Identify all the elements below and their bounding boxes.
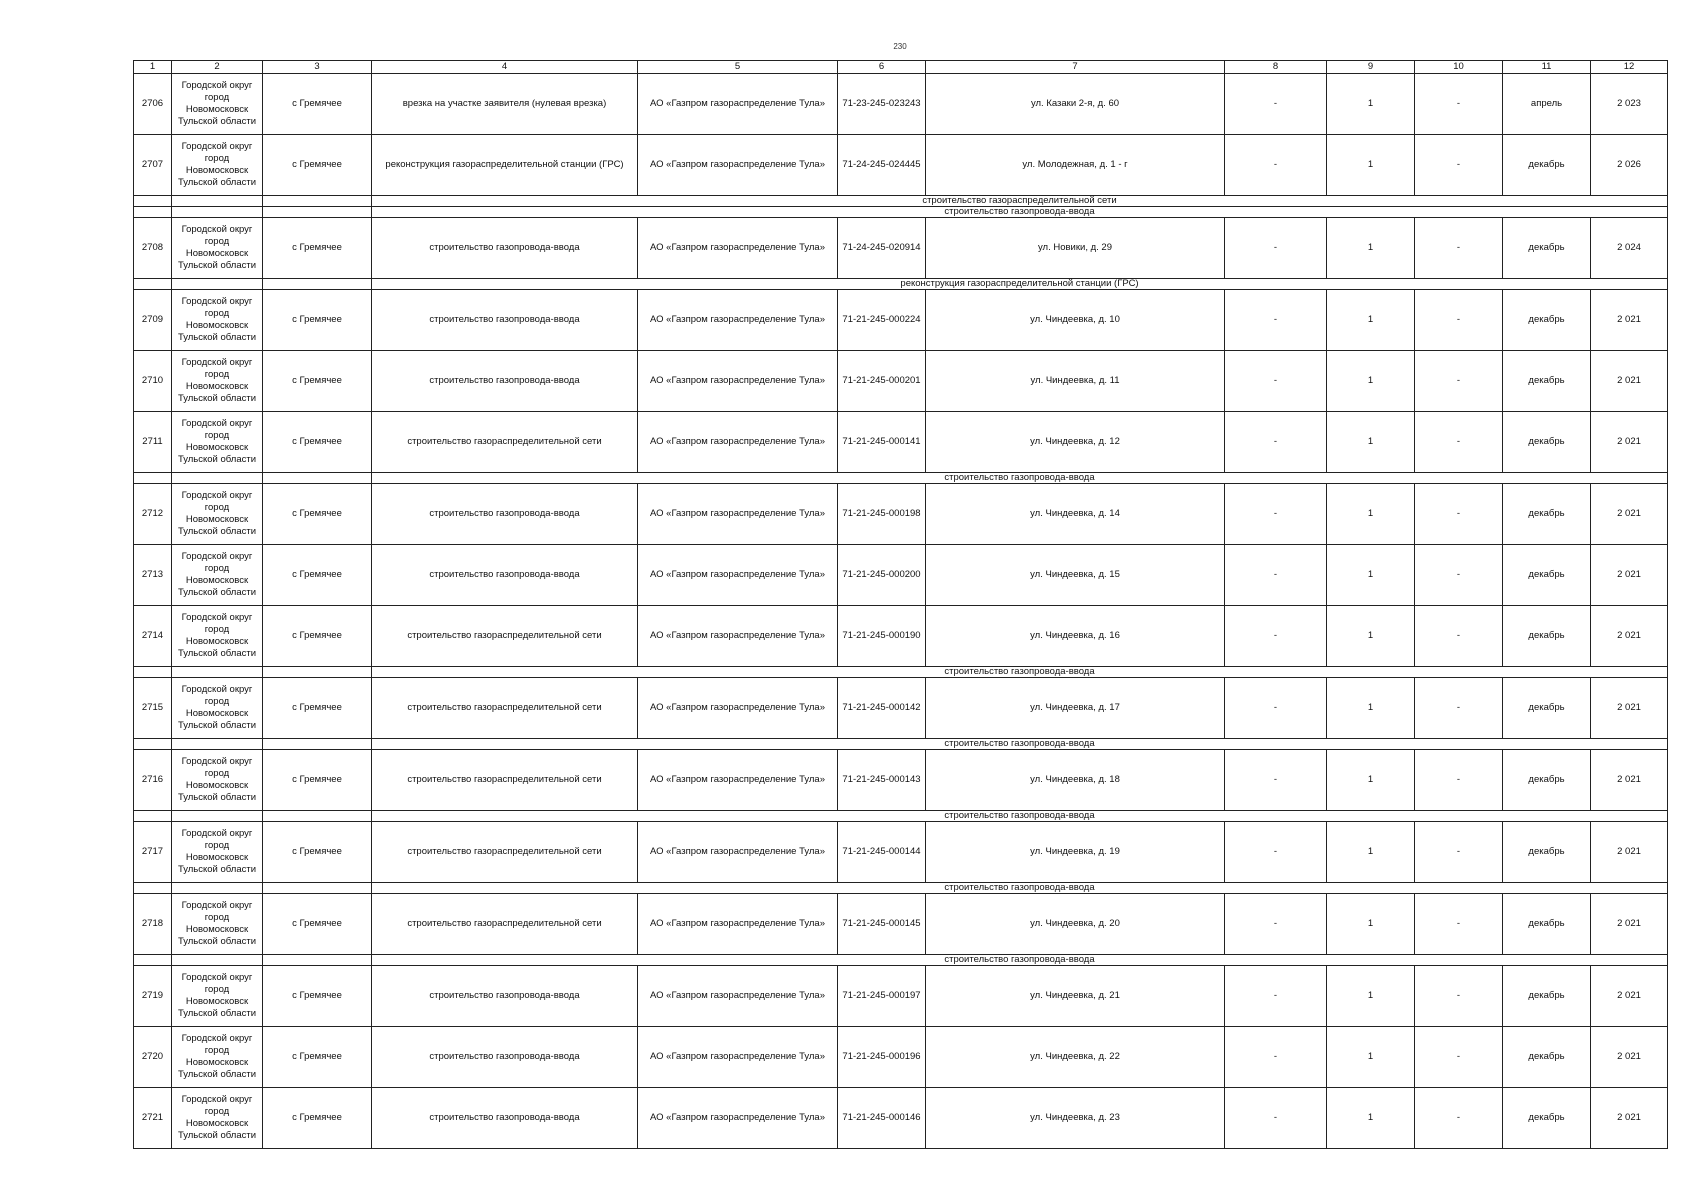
year-cell: 2 021 bbox=[1591, 821, 1668, 882]
work-type-cell: строительство газопровода-ввода bbox=[372, 1026, 638, 1087]
object-code-cell: 71-21-245-000143 bbox=[838, 749, 926, 810]
column-8-cell: - bbox=[1225, 1026, 1327, 1087]
column-8-cell: - bbox=[1225, 821, 1327, 882]
column-10-cell: - bbox=[1415, 821, 1503, 882]
column-9-cell: 1 bbox=[1327, 217, 1415, 278]
object-code-cell: 71-21-245-000190 bbox=[838, 605, 926, 666]
municipality-cell: Городской округ город Новомосковск Тульской области bbox=[172, 749, 263, 810]
address-cell: ул. Чиндеевка, д. 20 bbox=[926, 893, 1225, 954]
month-cell: декабрь bbox=[1503, 350, 1591, 411]
column-10-cell: - bbox=[1415, 217, 1503, 278]
month-cell: декабрь bbox=[1503, 1026, 1591, 1087]
section-label: строительство газопровода-ввода bbox=[372, 882, 1668, 893]
municipality-cell: Городской округ город Новомосковск Тульской области bbox=[172, 893, 263, 954]
column-8-cell: - bbox=[1225, 289, 1327, 350]
column-9-cell: 1 bbox=[1327, 289, 1415, 350]
column-header: 2 bbox=[172, 61, 263, 74]
organization-cell: АО «Газпром газораспределение Тула» bbox=[638, 605, 838, 666]
work-type-cell: строительство газопровода-ввода bbox=[372, 483, 638, 544]
empty-cell bbox=[172, 954, 263, 965]
object-code-cell: 71-21-245-000145 bbox=[838, 893, 926, 954]
column-8-cell: - bbox=[1225, 217, 1327, 278]
month-cell: декабрь bbox=[1503, 821, 1591, 882]
work-type-cell: строительство газораспределительной сети bbox=[372, 821, 638, 882]
section-header-row bbox=[134, 666, 1668, 677]
work-type-cell: строительство газопровода-ввода bbox=[372, 965, 638, 1026]
object-code-cell: 71-21-245-000196 bbox=[838, 1026, 926, 1087]
section-header-row bbox=[134, 954, 1668, 965]
month-cell: декабрь bbox=[1503, 677, 1591, 738]
work-type-cell: строительство газораспределительной сети bbox=[372, 605, 638, 666]
object-code-cell: 71-21-245-000201 bbox=[838, 350, 926, 411]
column-10-cell: - bbox=[1415, 677, 1503, 738]
column-9-cell: 1 bbox=[1327, 965, 1415, 1026]
row-number-cell: 2720 bbox=[134, 1026, 172, 1087]
table-row bbox=[134, 289, 1668, 350]
section-header-row bbox=[134, 882, 1668, 893]
column-9-cell: 1 bbox=[1327, 605, 1415, 666]
empty-cell bbox=[134, 882, 172, 893]
month-cell: декабрь bbox=[1503, 893, 1591, 954]
section-label: строительство газопровода-ввода bbox=[372, 954, 1668, 965]
object-code-cell: 71-21-245-000197 bbox=[838, 965, 926, 1026]
year-cell: 2 021 bbox=[1591, 893, 1668, 954]
column-10-cell: - bbox=[1415, 134, 1503, 195]
column-8-cell: - bbox=[1225, 605, 1327, 666]
year-cell: 2 021 bbox=[1591, 544, 1668, 605]
column-header: 5 bbox=[638, 61, 838, 74]
address-cell: ул. Чиндеевка, д. 10 bbox=[926, 289, 1225, 350]
organization-cell: АО «Газпром газораспределение Тула» bbox=[638, 483, 838, 544]
empty-cell bbox=[134, 472, 172, 483]
locality-cell: с Гремячее bbox=[263, 1026, 372, 1087]
table-body bbox=[134, 73, 1668, 1148]
column-header: 7 bbox=[926, 61, 1225, 74]
month-cell: декабрь bbox=[1503, 483, 1591, 544]
table-row bbox=[134, 544, 1668, 605]
organization-cell: АО «Газпром газораспределение Тула» bbox=[638, 1087, 838, 1148]
empty-cell bbox=[263, 472, 372, 483]
organization-cell: АО «Газпром газораспределение Тула» bbox=[638, 821, 838, 882]
month-cell: декабрь bbox=[1503, 134, 1591, 195]
work-type-cell: строительство газораспределительной сети bbox=[372, 893, 638, 954]
column-8-cell: - bbox=[1225, 749, 1327, 810]
empty-cell bbox=[134, 666, 172, 677]
month-cell: декабрь bbox=[1503, 749, 1591, 810]
column-9-cell: 1 bbox=[1327, 411, 1415, 472]
table-row bbox=[134, 134, 1668, 195]
work-type-cell: строительство газопровода-ввода bbox=[372, 1087, 638, 1148]
address-cell: ул. Казаки 2-я, д. 60 bbox=[926, 73, 1225, 134]
column-8-cell: - bbox=[1225, 73, 1327, 134]
year-cell: 2 023 bbox=[1591, 73, 1668, 134]
locality-cell: с Гремячее bbox=[263, 544, 372, 605]
section-label: строительство газопровода-ввода bbox=[372, 472, 1668, 483]
empty-cell bbox=[172, 810, 263, 821]
locality-cell: с Гремячее bbox=[263, 217, 372, 278]
work-type-cell: строительство газораспределительной сети bbox=[372, 749, 638, 810]
row-number-cell: 2709 bbox=[134, 289, 172, 350]
year-cell: 2 026 bbox=[1591, 134, 1668, 195]
work-type-cell: строительство газопровода-ввода bbox=[372, 217, 638, 278]
organization-cell: АО «Газпром газораспределение Тула» bbox=[638, 544, 838, 605]
object-code-cell: 71-21-245-000146 bbox=[838, 1087, 926, 1148]
municipality-cell: Городской округ город Новомосковск Тульской области bbox=[172, 1087, 263, 1148]
month-cell: декабрь bbox=[1503, 1087, 1591, 1148]
section-label: строительство газопровода-ввода bbox=[372, 206, 1668, 217]
table-row bbox=[134, 605, 1668, 666]
municipality-cell: Городской округ город Новомосковск Тульской области bbox=[172, 965, 263, 1026]
column-8-cell: - bbox=[1225, 411, 1327, 472]
object-code-cell: 71-23-245-023243 bbox=[838, 73, 926, 134]
column-8-cell: - bbox=[1225, 544, 1327, 605]
column-10-cell: - bbox=[1415, 1026, 1503, 1087]
empty-cell bbox=[263, 882, 372, 893]
column-9-cell: 1 bbox=[1327, 821, 1415, 882]
object-code-cell: 71-24-245-024445 bbox=[838, 134, 926, 195]
column-9-cell: 1 bbox=[1327, 1026, 1415, 1087]
year-cell: 2 021 bbox=[1591, 677, 1668, 738]
year-cell: 2 021 bbox=[1591, 483, 1668, 544]
organization-cell: АО «Газпром газораспределение Тула» bbox=[638, 350, 838, 411]
empty-cell bbox=[263, 278, 372, 289]
empty-cell bbox=[134, 954, 172, 965]
row-number-cell: 2708 bbox=[134, 217, 172, 278]
month-cell: декабрь bbox=[1503, 544, 1591, 605]
month-cell: декабрь bbox=[1503, 605, 1591, 666]
organization-cell: АО «Газпром газораспределение Тула» bbox=[638, 134, 838, 195]
column-8-cell: - bbox=[1225, 893, 1327, 954]
locality-cell: с Гремячее bbox=[263, 73, 372, 134]
organization-cell: АО «Газпром газораспределение Тула» bbox=[638, 893, 838, 954]
object-code-cell: 71-21-245-000224 bbox=[838, 289, 926, 350]
address-cell: ул. Новики, д. 29 bbox=[926, 217, 1225, 278]
empty-cell bbox=[172, 278, 263, 289]
empty-cell bbox=[134, 738, 172, 749]
work-type-cell: реконструкция газораспределительной станции (ГРС) bbox=[372, 134, 638, 195]
section-header-row bbox=[134, 195, 1668, 206]
empty-cell bbox=[134, 810, 172, 821]
address-cell: ул. Чиндеевка, д. 17 bbox=[926, 677, 1225, 738]
year-cell: 2 021 bbox=[1591, 965, 1668, 1026]
empty-cell bbox=[172, 206, 263, 217]
column-9-cell: 1 bbox=[1327, 677, 1415, 738]
table-row bbox=[134, 483, 1668, 544]
column-8-cell: - bbox=[1225, 677, 1327, 738]
column-header: 1 bbox=[134, 61, 172, 74]
organization-cell: АО «Газпром газораспределение Тула» bbox=[638, 411, 838, 472]
table-row bbox=[134, 1026, 1668, 1087]
empty-cell bbox=[263, 738, 372, 749]
month-cell: декабрь bbox=[1503, 965, 1591, 1026]
locality-cell: с Гремячее bbox=[263, 1087, 372, 1148]
locality-cell: с Гремячее bbox=[263, 605, 372, 666]
address-cell: ул. Чиндеевка, д. 18 bbox=[926, 749, 1225, 810]
work-type-cell: строительство газораспределительной сети bbox=[372, 677, 638, 738]
column-header: 11 bbox=[1503, 61, 1591, 74]
column-8-cell: - bbox=[1225, 483, 1327, 544]
column-9-cell: 1 bbox=[1327, 73, 1415, 134]
empty-cell bbox=[172, 882, 263, 893]
table-row bbox=[134, 1087, 1668, 1148]
row-number-cell: 2707 bbox=[134, 134, 172, 195]
column-9-cell: 1 bbox=[1327, 544, 1415, 605]
municipality-cell: Городской округ город Новомосковск Тульской области bbox=[172, 821, 263, 882]
column-9-cell: 1 bbox=[1327, 483, 1415, 544]
address-cell: ул. Молодежная, д. 1 - г bbox=[926, 134, 1225, 195]
address-cell: ул. Чиндеевка, д. 15 bbox=[926, 544, 1225, 605]
object-code-cell: 71-24-245-020914 bbox=[838, 217, 926, 278]
table-row bbox=[134, 749, 1668, 810]
municipality-cell: Городской округ город Новомосковск Тульской области bbox=[172, 73, 263, 134]
month-cell: декабрь bbox=[1503, 217, 1591, 278]
column-8-cell: - bbox=[1225, 350, 1327, 411]
column-header: 9 bbox=[1327, 61, 1415, 74]
column-10-cell: - bbox=[1415, 605, 1503, 666]
organization-cell: АО «Газпром газораспределение Тула» bbox=[638, 289, 838, 350]
row-number-cell: 2706 bbox=[134, 73, 172, 134]
column-10-cell: - bbox=[1415, 965, 1503, 1026]
section-label: строительство газопровода-ввода bbox=[372, 666, 1668, 677]
organization-cell: АО «Газпром газораспределение Тула» bbox=[638, 1026, 838, 1087]
month-cell: декабрь bbox=[1503, 289, 1591, 350]
object-code-cell: 71-21-245-000198 bbox=[838, 483, 926, 544]
empty-cell bbox=[263, 954, 372, 965]
column-header: 8 bbox=[1225, 61, 1327, 74]
column-header: 4 bbox=[372, 61, 638, 74]
locality-cell: с Гремячее bbox=[263, 134, 372, 195]
empty-cell bbox=[263, 206, 372, 217]
row-number-cell: 2716 bbox=[134, 749, 172, 810]
object-code-cell: 71-21-245-000200 bbox=[838, 544, 926, 605]
work-type-cell: врезка на участке заявителя (нулевая врезка) bbox=[372, 73, 638, 134]
column-10-cell: - bbox=[1415, 411, 1503, 472]
empty-cell bbox=[263, 195, 372, 206]
municipality-cell: Городской округ город Новомосковск Тульской области bbox=[172, 483, 263, 544]
section-label: строительство газопровода-ввода bbox=[372, 810, 1668, 821]
year-cell: 2 021 bbox=[1591, 605, 1668, 666]
locality-cell: с Гремячее bbox=[263, 350, 372, 411]
column-10-cell: - bbox=[1415, 749, 1503, 810]
organization-cell: АО «Газпром газораспределение Тула» bbox=[638, 749, 838, 810]
municipality-cell: Городской округ город Новомосковск Тульской области bbox=[172, 217, 263, 278]
locality-cell: с Гремячее bbox=[263, 411, 372, 472]
organization-cell: АО «Газпром газораспределение Тула» bbox=[638, 965, 838, 1026]
row-number-cell: 2712 bbox=[134, 483, 172, 544]
municipality-cell: Городской округ город Новомосковск Тульской области bbox=[172, 677, 263, 738]
row-number-cell: 2721 bbox=[134, 1087, 172, 1148]
work-type-cell: строительство газопровода-ввода bbox=[372, 289, 638, 350]
column-header: 3 bbox=[263, 61, 372, 74]
column-10-cell: - bbox=[1415, 483, 1503, 544]
work-type-cell: строительство газопровода-ввода bbox=[372, 544, 638, 605]
empty-cell bbox=[263, 810, 372, 821]
column-10-cell: - bbox=[1415, 73, 1503, 134]
month-cell: апрель bbox=[1503, 73, 1591, 134]
work-type-cell: строительство газопровода-ввода bbox=[372, 350, 638, 411]
row-number-cell: 2713 bbox=[134, 544, 172, 605]
year-cell: 2 021 bbox=[1591, 1026, 1668, 1087]
row-number-cell: 2717 bbox=[134, 821, 172, 882]
column-8-cell: - bbox=[1225, 965, 1327, 1026]
address-cell: ул. Чиндеевка, д. 22 bbox=[926, 1026, 1225, 1087]
column-9-cell: 1 bbox=[1327, 134, 1415, 195]
section-label: реконструкция газораспределительной станции (ГРС) bbox=[372, 278, 1668, 289]
registry-table bbox=[133, 60, 1668, 1149]
address-cell: ул. Чиндеевка, д. 11 bbox=[926, 350, 1225, 411]
column-number-row bbox=[134, 61, 1668, 74]
column-header: 12 bbox=[1591, 61, 1668, 74]
year-cell: 2 021 bbox=[1591, 1087, 1668, 1148]
table-row bbox=[134, 965, 1668, 1026]
locality-cell: с Гремячее bbox=[263, 965, 372, 1026]
empty-cell bbox=[263, 666, 372, 677]
year-cell: 2 024 bbox=[1591, 217, 1668, 278]
locality-cell: с Гремячее bbox=[263, 289, 372, 350]
section-header-row bbox=[134, 472, 1668, 483]
locality-cell: с Гремячее bbox=[263, 749, 372, 810]
row-number-cell: 2714 bbox=[134, 605, 172, 666]
column-header: 10 bbox=[1415, 61, 1503, 74]
section-header-row bbox=[134, 278, 1668, 289]
municipality-cell: Городской округ город Новомосковск Тульской области bbox=[172, 544, 263, 605]
column-header: 6 bbox=[838, 61, 926, 74]
address-cell: ул. Чиндеевка, д. 14 bbox=[926, 483, 1225, 544]
empty-cell bbox=[172, 195, 263, 206]
row-number-cell: 2715 bbox=[134, 677, 172, 738]
year-cell: 2 021 bbox=[1591, 749, 1668, 810]
empty-cell bbox=[134, 195, 172, 206]
address-cell: ул. Чиндеевка, д. 23 bbox=[926, 1087, 1225, 1148]
locality-cell: с Гремячее bbox=[263, 821, 372, 882]
empty-cell bbox=[134, 206, 172, 217]
organization-cell: АО «Газпром газораспределение Тула» bbox=[638, 677, 838, 738]
empty-cell bbox=[172, 738, 263, 749]
table-row bbox=[134, 821, 1668, 882]
column-9-cell: 1 bbox=[1327, 1087, 1415, 1148]
section-label: строительство газораспределительной сети bbox=[372, 195, 1668, 206]
municipality-cell: Городской округ город Новомосковск Тульской области bbox=[172, 134, 263, 195]
locality-cell: с Гремячее bbox=[263, 893, 372, 954]
section-header-row bbox=[134, 810, 1668, 821]
year-cell: 2 021 bbox=[1591, 289, 1668, 350]
column-8-cell: - bbox=[1225, 134, 1327, 195]
month-cell: декабрь bbox=[1503, 411, 1591, 472]
organization-cell: АО «Газпром газораспределение Тула» bbox=[638, 73, 838, 134]
column-10-cell: - bbox=[1415, 289, 1503, 350]
organization-cell: АО «Газпром газораспределение Тула» bbox=[638, 217, 838, 278]
section-header-row bbox=[134, 206, 1668, 217]
object-code-cell: 71-21-245-000142 bbox=[838, 677, 926, 738]
work-type-cell: строительство газораспределительной сети bbox=[372, 411, 638, 472]
empty-cell bbox=[172, 472, 263, 483]
column-10-cell: - bbox=[1415, 350, 1503, 411]
address-cell: ул. Чиндеевка, д. 12 bbox=[926, 411, 1225, 472]
column-9-cell: 1 bbox=[1327, 350, 1415, 411]
column-10-cell: - bbox=[1415, 544, 1503, 605]
row-number-cell: 2711 bbox=[134, 411, 172, 472]
table-row bbox=[134, 411, 1668, 472]
column-9-cell: 1 bbox=[1327, 893, 1415, 954]
address-cell: ул. Чиндеевка, д. 16 bbox=[926, 605, 1225, 666]
year-cell: 2 021 bbox=[1591, 411, 1668, 472]
locality-cell: с Гремячее bbox=[263, 677, 372, 738]
locality-cell: с Гремячее bbox=[263, 483, 372, 544]
table-row bbox=[134, 73, 1668, 134]
row-number-cell: 2719 bbox=[134, 965, 172, 1026]
municipality-cell: Городской округ город Новомосковск Тульской области bbox=[172, 350, 263, 411]
address-cell: ул. Чиндеевка, д. 21 bbox=[926, 965, 1225, 1026]
section-label: строительство газопровода-ввода bbox=[372, 738, 1668, 749]
object-code-cell: 71-21-245-000141 bbox=[838, 411, 926, 472]
table-row bbox=[134, 677, 1668, 738]
column-8-cell: - bbox=[1225, 1087, 1327, 1148]
column-10-cell: - bbox=[1415, 893, 1503, 954]
page-number: 230 bbox=[893, 42, 907, 51]
table-row bbox=[134, 350, 1668, 411]
empty-cell bbox=[134, 278, 172, 289]
municipality-cell: Городской округ город Новомосковск Тульской области bbox=[172, 1026, 263, 1087]
empty-cell bbox=[172, 666, 263, 677]
municipality-cell: Городской округ город Новомосковск Тульской области bbox=[172, 289, 263, 350]
municipality-cell: Городской округ город Новомосковск Тульской области bbox=[172, 605, 263, 666]
table-row bbox=[134, 893, 1668, 954]
municipality-cell: Городской округ город Новомосковск Тульской области bbox=[172, 411, 263, 472]
year-cell: 2 021 bbox=[1591, 350, 1668, 411]
address-cell: ул. Чиндеевка, д. 19 bbox=[926, 821, 1225, 882]
table-row bbox=[134, 217, 1668, 278]
object-code-cell: 71-21-245-000144 bbox=[838, 821, 926, 882]
row-number-cell: 2718 bbox=[134, 893, 172, 954]
section-header-row bbox=[134, 738, 1668, 749]
column-9-cell: 1 bbox=[1327, 749, 1415, 810]
row-number-cell: 2710 bbox=[134, 350, 172, 411]
column-10-cell: - bbox=[1415, 1087, 1503, 1148]
